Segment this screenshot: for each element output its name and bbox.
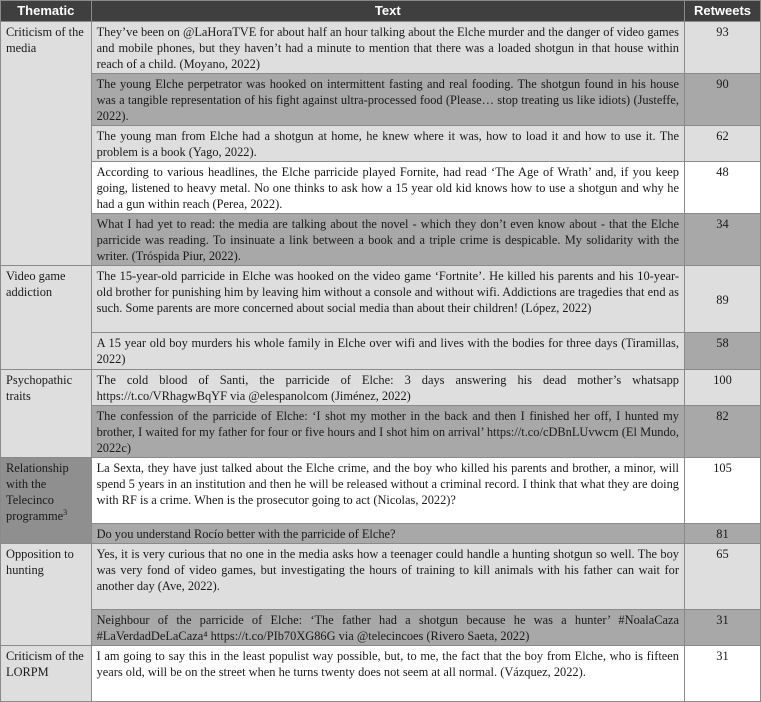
table-row [1, 646, 761, 702]
tweet-text: What I had yet to read: the media are talking about the novel - which they don’t even know about - that the Elche parricide was reading. To insinuate a link between a book and a triple crime is despicable. My solidarity with the writer. (Tróspida Piur, 2022). [91, 214, 684, 266]
retweet-count: 34 [684, 214, 760, 266]
table-row [1, 458, 761, 524]
tweet-text: The confession of the parricide of Elche: ‘I shot my mother in the back and then I finished her off, I hunted my brother, I waited for my father for four or five hours and I shot him on arrival’ https://t.co/cDBnLUvwcm (El Mundo, 2022c) [91, 406, 684, 458]
header-text: Text [91, 1, 684, 22]
table-row [1, 214, 761, 266]
retweet-count: 90 [684, 74, 760, 126]
retweet-count: 65 [684, 544, 760, 610]
table-row [1, 406, 761, 458]
retweet-count: 89 [684, 266, 760, 333]
table-row [1, 610, 761, 646]
theme-hunting: Opposition to hunting [1, 544, 92, 646]
retweet-count: 105 [684, 458, 760, 524]
tweet-text: Yes, it is very curious that no one in the media asks how a teenager could handle a hunting shotgun so well. The boy was very fond of video games, but investigating the hours of training to kill animals with his father can wait for another day (Ave, 2022). [91, 544, 684, 610]
header-row [1, 1, 761, 22]
table-row [1, 333, 761, 370]
retweet-count: 93 [684, 22, 760, 74]
tweet-text: The young Elche perpetrator was hooked on intermittent fasting and real fooding. The shotgun found in his house was a tangible representation of his fight against ultra-processed food (Please… stop treating us like idiots) (Justeffe, 2022). [91, 74, 684, 126]
theme-lorpm: Criticism of the LORPM [1, 646, 92, 702]
retweet-count: 81 [684, 524, 760, 544]
theme-media: Criticism of the media [1, 22, 92, 266]
tweet-text: They’ve been on @LaHoraTVE for about half an hour talking about the Elche murder and the danger of video games and mobile phones, but they haven’t had a minute to mention that there was a loaded shotgun in that house within reach of a child. (Moyano, 2022) [91, 22, 684, 74]
retweet-count: 58 [684, 333, 760, 370]
tweet-text: According to various headlines, the Elche parricide played Fornite, had read ‘The Age of Wrath’ and, if you keep going, listened to heavy metal. No one thinks to ask how a 15 year old kid knows how to use a shotgun and why he had a gun within reach (Perea, 2022). [91, 162, 684, 214]
header-retweets: Retweets [684, 1, 760, 22]
tweet-text: I am going to say this in the least populist way possible, but, to me, the fact that the boy from Elche, who is fifteen years old, will be on the street when he turns twenty does not seem at all normal. (Vázquez, 2022). [91, 646, 684, 702]
tweet-text: La Sexta, they have just talked about the Elche crime, and the boy who killed his parents and brother, a minor, will spend 5 years in an institution and then he will be released without a criminal record. I think that what they are doing with RF is a crime. When is the prosecutor going to act (Nicolas, 2022)? [91, 458, 684, 524]
tweet-text: The 15-year-old parricide in Elche was hooked on the video game ‘Fortnite’. He killed his parents and his 10-year-old brother for punishing him by leaving him without a console and without wifi. Addictions are tragedies that end as such. Some parents are more concerned about social media than about their children! (López, 2022) [91, 266, 684, 333]
tweet-text: A 15 year old boy murders his whole family in Elche over wifi and lives with the bodies for three days (Tiramillas, 2022) [91, 333, 684, 370]
retweet-count: 31 [684, 610, 760, 646]
theme-telecinco-label: Relationship with the Telecinco programme [6, 461, 69, 523]
table-row [1, 22, 761, 74]
table-row [1, 162, 761, 214]
tweet-text: Neighbour of the parricide of Elche: ‘The father had a shotgun because he was a hunter’ #NoalaCaza #LaVerdadDeLaCaza⁴ https://t.co/PIb70XG86G via @telecincoes (Rivero Saeta, 2022) [91, 610, 684, 646]
table-row [1, 370, 761, 406]
theme-video: Video game addiction [1, 266, 92, 370]
retweet-count: 31 [684, 646, 760, 702]
tweet-text: The cold blood of Santi, the parricide of Elche: 3 days answering his dead mother’s whatsapp https://t.co/VRhagwBqYF via @elespanolcom (Jiménez, 2022) [91, 370, 684, 406]
retweet-count: 82 [684, 406, 760, 458]
retweet-count: 62 [684, 126, 760, 162]
table-row [1, 74, 761, 126]
theme-psycho: Psychopathic traits [1, 370, 92, 458]
theme-telecinco [1, 458, 92, 544]
header-thematic: Thematic [1, 1, 92, 22]
table-row [1, 544, 761, 610]
table-row [1, 266, 761, 333]
tweet-text: Do you understand Rocío better with the parricide of Elche? [91, 524, 684, 544]
tweet-text: The young man from Elche had a shotgun at home, he knew where it was, how to load it and how to use it. The problem is a book (Yago, 2022). [91, 126, 684, 162]
table-row [1, 524, 761, 544]
table-row [1, 126, 761, 162]
retweet-count: 100 [684, 370, 760, 406]
retweet-count: 48 [684, 162, 760, 214]
footnote-marker: 3 [63, 507, 68, 517]
